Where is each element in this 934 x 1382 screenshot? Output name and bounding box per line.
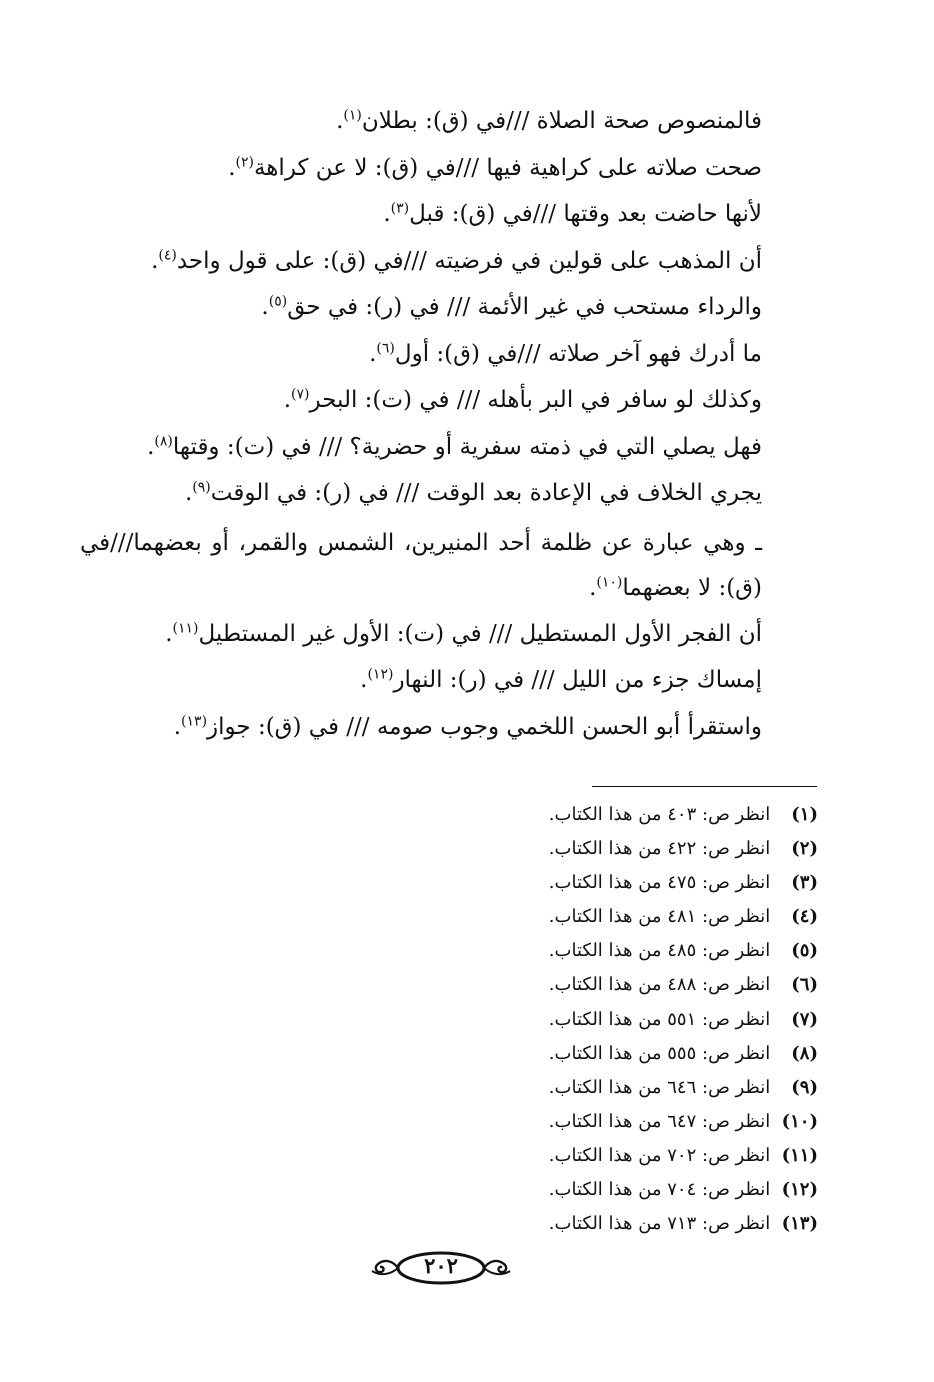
- footnote-item: [480, 866, 818, 900]
- text-line: [80, 470, 762, 517]
- footnote-item: [480, 1139, 818, 1173]
- footnotes: [480, 798, 818, 1241]
- line-text: لأنها حاضت بعد وقتها ///في (ق): قبل: [409, 201, 762, 227]
- footnote-ref[interactable]: (١): [343, 107, 362, 124]
- line-end: .: [360, 667, 368, 693]
- footnote-ref[interactable]: (٦): [376, 339, 395, 356]
- text-line: [80, 424, 762, 471]
- footnote-text: انظر ص: ٤٨٥ من هذا الكتاب.: [548, 940, 771, 962]
- footnote-number: (١١): [781, 1144, 818, 1166]
- footnote-text: انظر ص: ٦٤٦ من هذا الكتاب.: [548, 1076, 771, 1098]
- line-text: ـ وهي عبارة عن ظلمة أحد المنيرين، الشمس والقمر، أو بعضهما///في (ق): لا بعضهما: [80, 529, 762, 601]
- footnote-number: (٥): [791, 940, 818, 962]
- line-text: أن الفجر الأول المستطيل /// في (ت): الأول غير المستطيل: [198, 620, 762, 647]
- line-end: .: [383, 201, 391, 227]
- text-line: [80, 191, 762, 238]
- text-line: [80, 704, 762, 751]
- line-text: ما أدرك فهو آخر صلاته ///في (ق): أول: [394, 340, 762, 367]
- footnote-text: انظر ص: ٤٢٢ من هذا الكتاب.: [548, 838, 771, 860]
- footnote-ref[interactable]: (١٣): [181, 712, 208, 729]
- page-number-ornament: [366, 1245, 516, 1291]
- footnote-text: انظر ص: ٤٨١ من هذا الكتاب.: [548, 906, 771, 928]
- footnote-ref[interactable]: (٤): [158, 246, 177, 263]
- footnote-text: انظر ص: ٧٠٤ من هذا الكتاب.: [548, 1179, 771, 1201]
- footnote-number: (١٢): [781, 1179, 818, 1201]
- footnote-number: (١٠): [781, 1110, 818, 1132]
- footnote-item: [480, 1105, 818, 1139]
- line-text: أن المذهب على قولين في فرضيته ///في (ق): على قول واحد: [176, 247, 762, 274]
- footnote-number: (٤): [791, 906, 818, 928]
- line-text: والرداء مستحب في غير الأئمة /// في (ر): في حق: [287, 294, 762, 320]
- footnote-item: [480, 798, 818, 832]
- line-text: صحت صلاته على كراهية فيها ///في (ق): لا عن كراهة: [253, 154, 762, 181]
- text-line: [80, 284, 762, 331]
- footnote-ref[interactable]: (١١): [172, 619, 199, 636]
- line-end: .: [184, 480, 193, 506]
- footnote-item: [480, 900, 818, 934]
- line-text: واستقرأ أبو الحسن اللخمي وجوب صومه /// في (ق): جواز: [207, 713, 762, 740]
- text-line: [80, 238, 762, 285]
- text-line: [80, 331, 762, 378]
- footnote-text: انظر ص: ٥٥٥ من هذا الكتاب.: [548, 1042, 771, 1064]
- text-line: [80, 98, 762, 145]
- line-end: .: [147, 433, 155, 460]
- text-line: [80, 657, 762, 704]
- footnote-ref[interactable]: (٩): [192, 479, 211, 496]
- footnote-ref[interactable]: (٥): [268, 293, 288, 310]
- footnote-number: (٢): [791, 838, 818, 860]
- footnote-item: [480, 1207, 818, 1241]
- footnote-number: (٣): [791, 872, 818, 894]
- line-end: .: [261, 294, 269, 320]
- line-text: إمساك جزء من الليل /// في (ر): النهار: [393, 667, 762, 693]
- line-end: .: [369, 340, 377, 367]
- line-end: .: [283, 387, 292, 413]
- footnote-number: (٩): [791, 1076, 818, 1098]
- line-end: .: [151, 247, 159, 274]
- footnote-text: انظر ص: ٤٠٣ من هذا الكتاب.: [548, 804, 771, 825]
- line-text: فالمنصوص صحة الصلاة ///في (ق): بطلان: [361, 108, 762, 134]
- text-line: [80, 145, 762, 192]
- footnote-ref[interactable]: (٣): [390, 200, 410, 217]
- text-paragraph: [80, 521, 762, 611]
- footnote-item: [480, 1071, 818, 1105]
- footnote-text: انظر ص: ٥٥١ من هذا الكتاب.: [548, 1008, 771, 1030]
- footnote-text: انظر ص: ٤٨٨ من هذا الكتاب.: [548, 974, 771, 996]
- footnote-number: (١٣): [781, 1213, 818, 1235]
- footnote-ref[interactable]: (٨): [154, 432, 173, 449]
- line-end: .: [228, 154, 236, 181]
- footnote-ref[interactable]: (٢): [235, 153, 254, 170]
- footnote-number: (٧): [791, 1008, 818, 1030]
- footnote-separator: [592, 786, 817, 787]
- text-line: [80, 611, 762, 658]
- line-end: .: [173, 713, 182, 740]
- footnote-item: [480, 934, 818, 968]
- footnote-item: [480, 1003, 818, 1037]
- footnote-ref[interactable]: (١٢): [367, 666, 394, 683]
- footnote-ref[interactable]: (١٠): [596, 573, 623, 590]
- footnote-text: انظر ص: ٤٧٥ من هذا الكتاب.: [548, 872, 771, 894]
- footnote-item: [480, 832, 818, 866]
- line-text: وكذلك لو سافر في البر بأهله /// في (ت): البحر: [309, 387, 762, 413]
- footnote-number: (٨): [791, 1042, 818, 1064]
- line-end: .: [165, 620, 173, 647]
- footnote-text: انظر ص: ٧١٣ من هذا الكتاب.: [548, 1213, 771, 1235]
- text-line: [80, 377, 762, 424]
- main-text: [80, 98, 762, 750]
- footnote-text: انظر ص: ٦٤٧ من هذا الكتاب.: [548, 1110, 771, 1132]
- footnote-number: (٦): [791, 974, 818, 996]
- line-text: فهل يصلي التي في ذمته سفرية أو حضرية؟ /// في (ت): وقتها: [172, 433, 762, 460]
- line-text: يجري الخلاف في الإعادة بعد الوقت /// في (ر): في الوقت: [210, 480, 762, 506]
- footnote-item: [480, 968, 818, 1002]
- line-end: .: [589, 574, 597, 601]
- footnote-text: انظر ص: ٧٠٢ من هذا الكتاب.: [548, 1144, 771, 1166]
- line-end: .: [336, 108, 344, 134]
- footnote-item: [480, 1173, 818, 1207]
- footnote-ref[interactable]: (٧): [291, 386, 310, 403]
- footnote-item: [480, 1037, 818, 1071]
- page-number: ٢٠٢: [424, 1253, 458, 1278]
- footnote-number: (١): [791, 804, 818, 825]
